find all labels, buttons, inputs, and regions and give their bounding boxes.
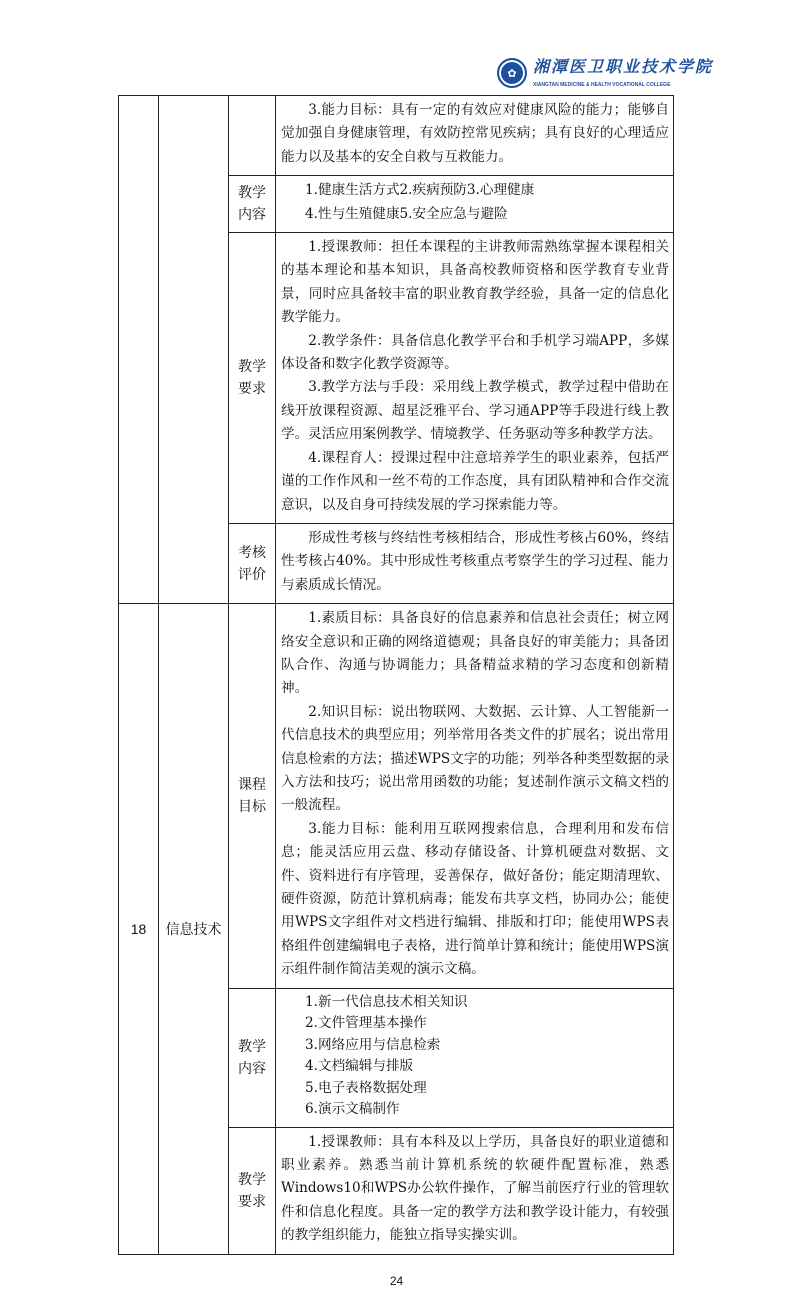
row-label xyxy=(229,176,276,233)
row-label-line: 考核 xyxy=(238,544,266,561)
page-body xyxy=(118,95,675,1289)
goal-paragraph: 3.能力目标：能利用互联网搜索信息，合理利用和发布信息；能灵活应用云盘、移动存储设备、计算机硬盘对数据、文件、资料进行有序管理，妥善保存，做好备份；能定期清理软、硬件资源，防范计算机病毒；能发布共享文档，协同办公；能使用WPS文字组件对文档进行编辑、排版和打印；能使用WPS表格组件创建编辑电子表格，进行简单计算和统计；能使用WPS演示组件制作简洁美观的演示文稿。 xyxy=(281,820,669,978)
row-label-line: 内容 xyxy=(238,207,266,224)
row-label xyxy=(229,523,276,603)
row-label xyxy=(229,988,276,1127)
prev-course-name-cell xyxy=(159,96,229,604)
content-cell xyxy=(276,988,674,1127)
content-item: 2.文件管理基本操作 xyxy=(305,1015,427,1032)
course-name: 信息技术 xyxy=(159,604,229,1255)
content-item: 6.演示文稿制作 xyxy=(305,1101,400,1118)
evaluation-cell xyxy=(276,523,674,603)
goal-paragraph: 2.知识目标：说出物联网、大数据、云计算、人工智能新一代信息技术的典型应用；列举常用各类文件的扩展名；说出常用信息检索的方法；描述WPS文字的功能；列举各种类型数据的录入方法和技巧；说出常用函数的功能；复述制作演示文稿文档的一般流程。 xyxy=(281,703,669,814)
prev-goal-cell xyxy=(276,96,674,176)
row-label-line: 课程 xyxy=(238,776,266,793)
requirements-cell xyxy=(276,233,674,524)
logo-chinese-name: 湘潭医卫职业技术学院 xyxy=(533,57,714,76)
goal-paragraph: 1.素质目标：具备良好的信息素养和信息社会责任；树立网络安全意识和正确的网络道德观；具备良好的审美能力；具备团队合作、沟通与协调能力；具备精益求精的学习态度和创新精神。 xyxy=(281,610,669,697)
content-item: 3.网络应用与信息检索 xyxy=(305,1036,441,1053)
content-cell xyxy=(276,176,674,233)
college-logo xyxy=(497,56,713,90)
logo-english-name: XIANGTAN MEDICINE & HEALTH VOCATIONAL COLLEGE xyxy=(533,82,671,88)
row-label-line: 评价 xyxy=(238,566,266,583)
row-label-line: 要求 xyxy=(238,1193,266,1210)
course-number: 18 xyxy=(119,604,159,1255)
table-row xyxy=(119,96,674,176)
requirement-paragraph: 4.课程育人：授课过程中注意培养学生的职业素养，包括严谨的工作作风和一丝不苟的工作态度，具有团队精神和合作交流意识，以及自身可持续发展的学习探索能力等。 xyxy=(281,449,669,513)
evaluation-text: 形成性考核与终结性考核相结合，形成性考核占60%，终结性考核占40%。其中形成性考核重点考察学生的学习过程、能力与素质成长情况。 xyxy=(281,529,669,593)
requirement-paragraph: 3.教学方法与手段：采用线上教学模式，教学过程中借助在线开放课程资源、超星泛雅平台、学习通APP等手段进行线上教学。灵活应用案例教学、情境教学、任务驱动等多种教学方法。 xyxy=(281,379,669,443)
goals-cell xyxy=(276,604,674,989)
row-label-line: 内容 xyxy=(238,1060,266,1077)
row-label xyxy=(229,1127,276,1254)
content-item: 4.文档编辑与排版 xyxy=(305,1058,414,1075)
requirement-paragraph: 1.授课教师：具有本科及以上学历，具备良好的职业道德和职业素养。熟悉当前计算机系统的软硬件配置标准，熟悉Windows10和WPS办公软件操作，了解当前医疗行业的管理软件和信息化程度。具备一定的教学方法和教学设计能力，有较强的教学组织能力，能独立指导实操实训。 xyxy=(281,1133,669,1244)
row-label xyxy=(229,604,276,989)
row-label-line: 教学 xyxy=(238,1171,266,1188)
content-line: 1.健康生活方式2.疾病预防3.心理健康 xyxy=(305,182,535,199)
prev-goal-label-cell xyxy=(229,96,276,176)
content-item: 1.新一代信息技术相关知识 xyxy=(305,993,468,1010)
row-label-line: 目标 xyxy=(238,798,266,815)
prev-course-number-cell xyxy=(119,96,159,604)
row-label-line: 要求 xyxy=(238,380,266,397)
row-label-line: 教学 xyxy=(238,185,266,202)
requirements-cell xyxy=(276,1127,674,1254)
content-item: 5.电子表格数据处理 xyxy=(305,1079,427,1096)
content-line: 4.性与生殖健康5.安全应急与避险 xyxy=(305,205,508,222)
goal-paragraph: 3.能力目标：具有一定的有效应对健康风险的能力；能够自觉加强自身健康管理，有效防控常见疾病；具有良好的心理适应能力以及基本的安全自救与互救能力。 xyxy=(281,102,669,165)
row-label-line: 教学 xyxy=(238,358,266,375)
college-seal-icon: ✿ xyxy=(497,58,527,88)
course-table xyxy=(118,95,674,1255)
table-row xyxy=(119,604,674,989)
row-label-line: 教学 xyxy=(238,1038,266,1055)
row-label xyxy=(229,233,276,524)
page-number: 24 xyxy=(389,1273,404,1288)
requirement-paragraph: 2.教学条件：具备信息化教学平台和手机学习端APP，多媒体设备和数字化教学资源等。 xyxy=(281,332,669,373)
requirement-paragraph: 1.授课教师：担任本课程的主讲教师需熟练掌握本课程相关的基本理论和基本知识，具备高校教师资格和医学教育专业背景，同时应具备较丰富的职业教育教学经验，具备一定的信息化教学能力。 xyxy=(281,239,669,326)
